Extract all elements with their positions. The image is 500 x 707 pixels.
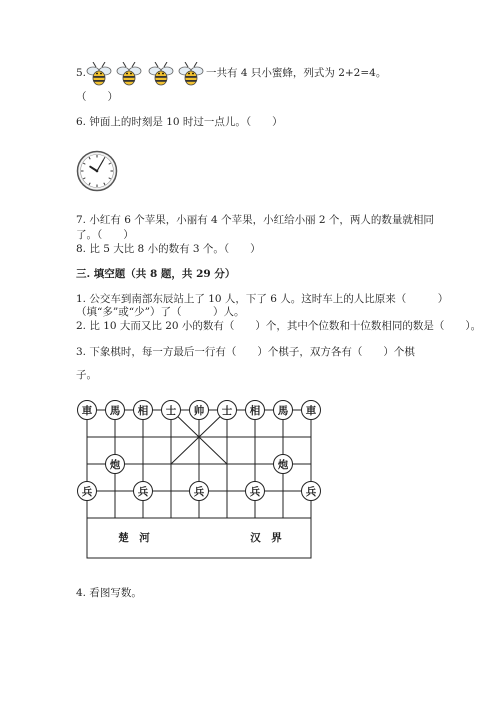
chess-piece-label: 馬 <box>277 404 289 417</box>
q7-line2: 了。（ ） <box>76 229 134 241</box>
xiangqi-board <box>70 398 332 568</box>
soldier-piece-label: 兵 <box>81 485 93 498</box>
cannon-piece-label: 炮 <box>277 458 289 471</box>
f1-line1: 1. 公交车到南部东辰站上了 10 人，下了 6 人。这时车上的人比原来（ ） <box>76 293 449 305</box>
soldier-piece-label: 兵 <box>305 485 317 498</box>
soldier-piece-label: 兵 <box>137 485 149 498</box>
chess-piece <box>162 401 181 420</box>
chess-piece-label: 士 <box>165 404 177 417</box>
cannon-piece-label: 炮 <box>109 458 121 471</box>
cannon-piece <box>274 455 293 474</box>
soldier-piece <box>190 482 209 501</box>
soldier-piece <box>78 482 97 501</box>
chess-piece-label: 帅 <box>193 404 205 417</box>
bee-icon <box>178 62 204 86</box>
chess-piece <box>78 401 97 420</box>
soldier-piece <box>302 482 321 501</box>
river-right-label: 汉 界 <box>250 532 282 544</box>
q5-answer-blank[interactable]: （ ） <box>76 91 118 103</box>
chess-piece-label: 馬 <box>109 404 121 417</box>
q7-line1: 7. 小红有 6 个苹果，小丽有 4 个苹果，小红给小丽 2 个，两人的数量就相同 <box>76 214 434 226</box>
chess-piece <box>246 401 265 420</box>
f1-line2: （填“多”或“少”）了（ ）人。 <box>76 306 245 318</box>
chess-piece-label: 士 <box>221 404 233 417</box>
q6-text: 6. 钟面上的时刻是 10 时过一点儿。（ ） <box>76 116 283 128</box>
chess-piece <box>302 401 321 420</box>
f2-text: 2. 比 10 大而又比 20 小的数有（ ）个，其中个位数和十位数相同的数是（ ）。 <box>76 320 482 332</box>
chess-piece-label: 車 <box>305 404 317 417</box>
soldier-piece-label: 兵 <box>249 485 261 498</box>
chess-piece <box>134 401 153 420</box>
q5-number: 5. <box>76 67 87 79</box>
clock-icon <box>76 150 118 192</box>
chess-piece-label: 相 <box>249 404 261 417</box>
f4-text: 4. 看图写数。 <box>76 587 142 599</box>
chess-piece <box>274 401 293 420</box>
river-left-label: 楚 河 <box>118 532 150 544</box>
chess-piece-label: 相 <box>137 404 149 417</box>
soldier-piece-label: 兵 <box>193 485 205 498</box>
soldier-piece <box>246 482 265 501</box>
f3-line2: 子。 <box>76 369 97 381</box>
chess-piece <box>190 401 209 420</box>
section3-title: 三. 填空题（共 8 题，共 29 分） <box>76 268 236 280</box>
cannon-piece <box>106 455 125 474</box>
bee-icon <box>116 62 142 86</box>
q5-text: 一共有 4 只小蜜蜂，列式为 2+2=4。 <box>206 67 387 79</box>
soldier-piece <box>134 482 153 501</box>
chess-piece <box>106 401 125 420</box>
f3-line1: 3. 下象棋时，每一方最后一行有（ ）个棋子，双方各有（ ）个棋 <box>76 346 415 358</box>
bee-icon <box>86 62 112 86</box>
bee-icon <box>148 62 174 86</box>
chess-piece <box>218 401 237 420</box>
q8-text: 8. 比 5 大比 8 小的数有 3 个。（ ） <box>76 243 261 255</box>
chess-piece-label: 車 <box>81 404 93 417</box>
